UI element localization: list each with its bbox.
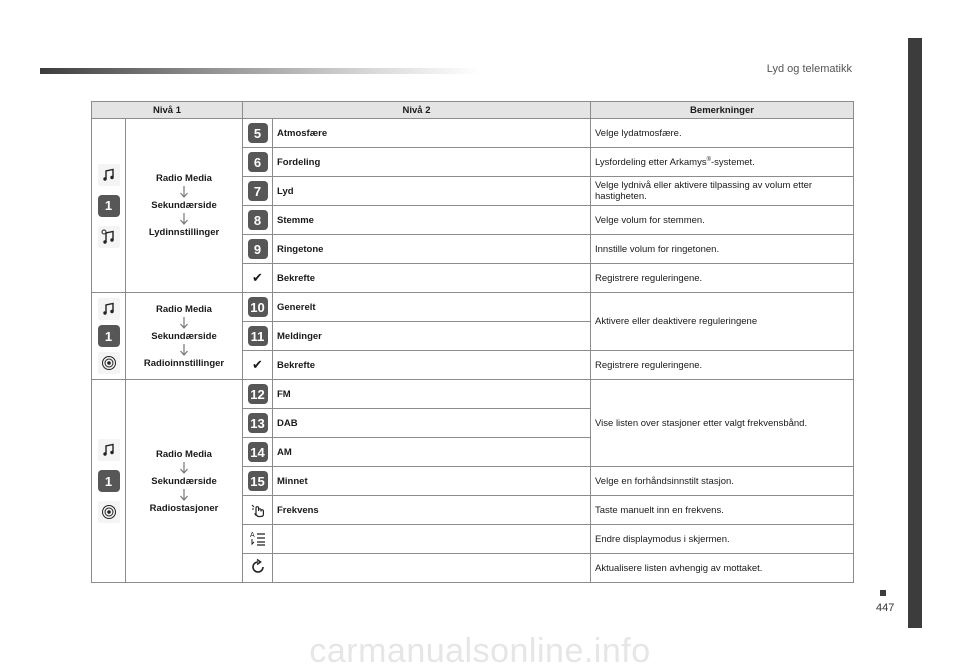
arrow-down-icon bbox=[179, 317, 189, 329]
step-badge: 12 bbox=[248, 384, 268, 404]
setting-remark: Velge lydnivå eller aktivere tilpassing av volum etter hastigheten. bbox=[591, 177, 854, 206]
setting-label: Stemme bbox=[273, 206, 591, 235]
col-header-level2: Nivå 2 bbox=[243, 102, 591, 119]
setting-label: Frekvens bbox=[273, 496, 591, 525]
setting-label: Atmosfære bbox=[273, 119, 591, 148]
level1-badge: 1 bbox=[98, 195, 120, 217]
level1-badge: 1 bbox=[98, 470, 120, 492]
step-badge: 9 bbox=[248, 239, 268, 259]
path-step: Radiostasjoner bbox=[149, 502, 219, 514]
music-note-icon bbox=[98, 439, 120, 461]
section-title: Lyd og telematikk bbox=[766, 63, 852, 75]
arrow-down-icon bbox=[179, 213, 189, 225]
radio-station-icon bbox=[98, 501, 120, 523]
path-step: Lydinnstillinger bbox=[148, 227, 220, 238]
radio-settings-icon bbox=[98, 352, 120, 374]
setting-label: Minnet bbox=[273, 467, 591, 496]
setting-label: Lyd bbox=[273, 177, 591, 206]
setting-remark: Registrere reguleringene. bbox=[591, 351, 854, 380]
header-decor-bar bbox=[40, 68, 480, 74]
table-row bbox=[92, 119, 854, 148]
level1-badge: 1 bbox=[98, 325, 120, 347]
page-number: 447 bbox=[876, 602, 895, 614]
setting-label: DAB bbox=[273, 409, 591, 438]
step-badge: 11 bbox=[248, 326, 268, 346]
setting-label: Bekrefte bbox=[273, 351, 591, 380]
level1-path bbox=[126, 293, 243, 380]
setting-label: FM bbox=[273, 380, 591, 409]
setting-remark: Innstille volum for ringetonen. bbox=[591, 235, 854, 264]
col-header-level1: Nivå 1 bbox=[92, 102, 243, 119]
level1-path bbox=[126, 380, 243, 583]
registered-mark: ® bbox=[706, 157, 712, 164]
setting-remark: Velge volum for stemmen. bbox=[591, 206, 854, 235]
checkmark-icon: ✔ bbox=[243, 264, 273, 293]
setting-label: AM bbox=[273, 438, 591, 467]
setting-remark: Velge en forhåndsinnstilt stasjon. bbox=[591, 467, 854, 496]
arrow-down-icon bbox=[179, 344, 189, 356]
watermark: carmanualsonline.info bbox=[309, 632, 651, 670]
path-step: Sekundærside bbox=[151, 200, 217, 211]
arrow-down-icon bbox=[179, 489, 189, 501]
setting-remark: Taste manuelt inn en frekvens. bbox=[591, 496, 854, 525]
display-mode-icon bbox=[249, 529, 267, 547]
setting-label: Ringetone bbox=[273, 235, 591, 264]
level1-icons bbox=[92, 293, 126, 380]
setting-label: Generelt bbox=[273, 293, 591, 322]
path-step: Sekundærside bbox=[151, 330, 217, 342]
arrow-down-icon bbox=[179, 186, 189, 198]
step-badge: 13 bbox=[248, 413, 268, 433]
table-header-row bbox=[92, 102, 854, 119]
col-header-remarks: Bemerkninger bbox=[591, 102, 854, 119]
setting-label: Meldinger bbox=[273, 322, 591, 351]
step-badge: 5 bbox=[248, 123, 268, 143]
music-note-icon bbox=[98, 298, 120, 320]
path-step: Radioinnstillinger bbox=[143, 357, 225, 369]
arrow-down-icon bbox=[179, 462, 189, 474]
setting-label bbox=[273, 554, 591, 583]
path-step: Radio Media bbox=[156, 303, 212, 315]
music-settings-icon bbox=[98, 226, 120, 248]
path-step: Radio Media bbox=[156, 448, 212, 460]
setting-remark: Vise listen over stasjoner etter valgt frekvensbånd. bbox=[591, 380, 854, 467]
path-step: Radio Media bbox=[156, 173, 212, 184]
setting-remark: Aktualisere listen avhengig av mottaket. bbox=[591, 554, 854, 583]
remark-text: -systemet. bbox=[711, 157, 755, 169]
setting-remark: Endre displaymodus i skjermen. bbox=[591, 525, 854, 554]
svg-text:A: A bbox=[249, 531, 255, 539]
sidebar-tab bbox=[908, 38, 922, 628]
refresh-icon bbox=[249, 558, 267, 576]
step-badge: 15 bbox=[248, 471, 268, 491]
step-badge: 7 bbox=[248, 181, 268, 201]
level1-icons bbox=[92, 119, 126, 293]
setting-remark: Aktivere eller deaktivere reguleringene bbox=[591, 293, 854, 351]
level1-icons bbox=[92, 380, 126, 583]
settings-table bbox=[91, 101, 854, 583]
table-row bbox=[92, 380, 854, 409]
path-step: Sekundærside bbox=[151, 475, 217, 487]
step-badge: 6 bbox=[248, 152, 268, 172]
step-badge: 14 bbox=[248, 442, 268, 462]
setting-remark: Registrere reguleringene. bbox=[591, 264, 854, 293]
step-badge: 10 bbox=[248, 297, 268, 317]
step-badge: 8 bbox=[248, 210, 268, 230]
page-marker bbox=[880, 590, 886, 596]
setting-remark: Velge lydatmosfære. bbox=[591, 119, 854, 148]
remark-text: Lysfordeling etter Arkamys bbox=[595, 157, 707, 169]
music-note-icon bbox=[98, 164, 120, 186]
table-row bbox=[92, 293, 854, 322]
checkmark-icon: ✔ bbox=[243, 351, 273, 380]
setting-label bbox=[273, 525, 591, 554]
tap-frequency-icon bbox=[249, 500, 267, 518]
setting-label: Bekrefte bbox=[273, 264, 591, 293]
level1-path bbox=[126, 119, 243, 293]
setting-remark bbox=[591, 148, 854, 177]
setting-label: Fordeling bbox=[273, 148, 591, 177]
